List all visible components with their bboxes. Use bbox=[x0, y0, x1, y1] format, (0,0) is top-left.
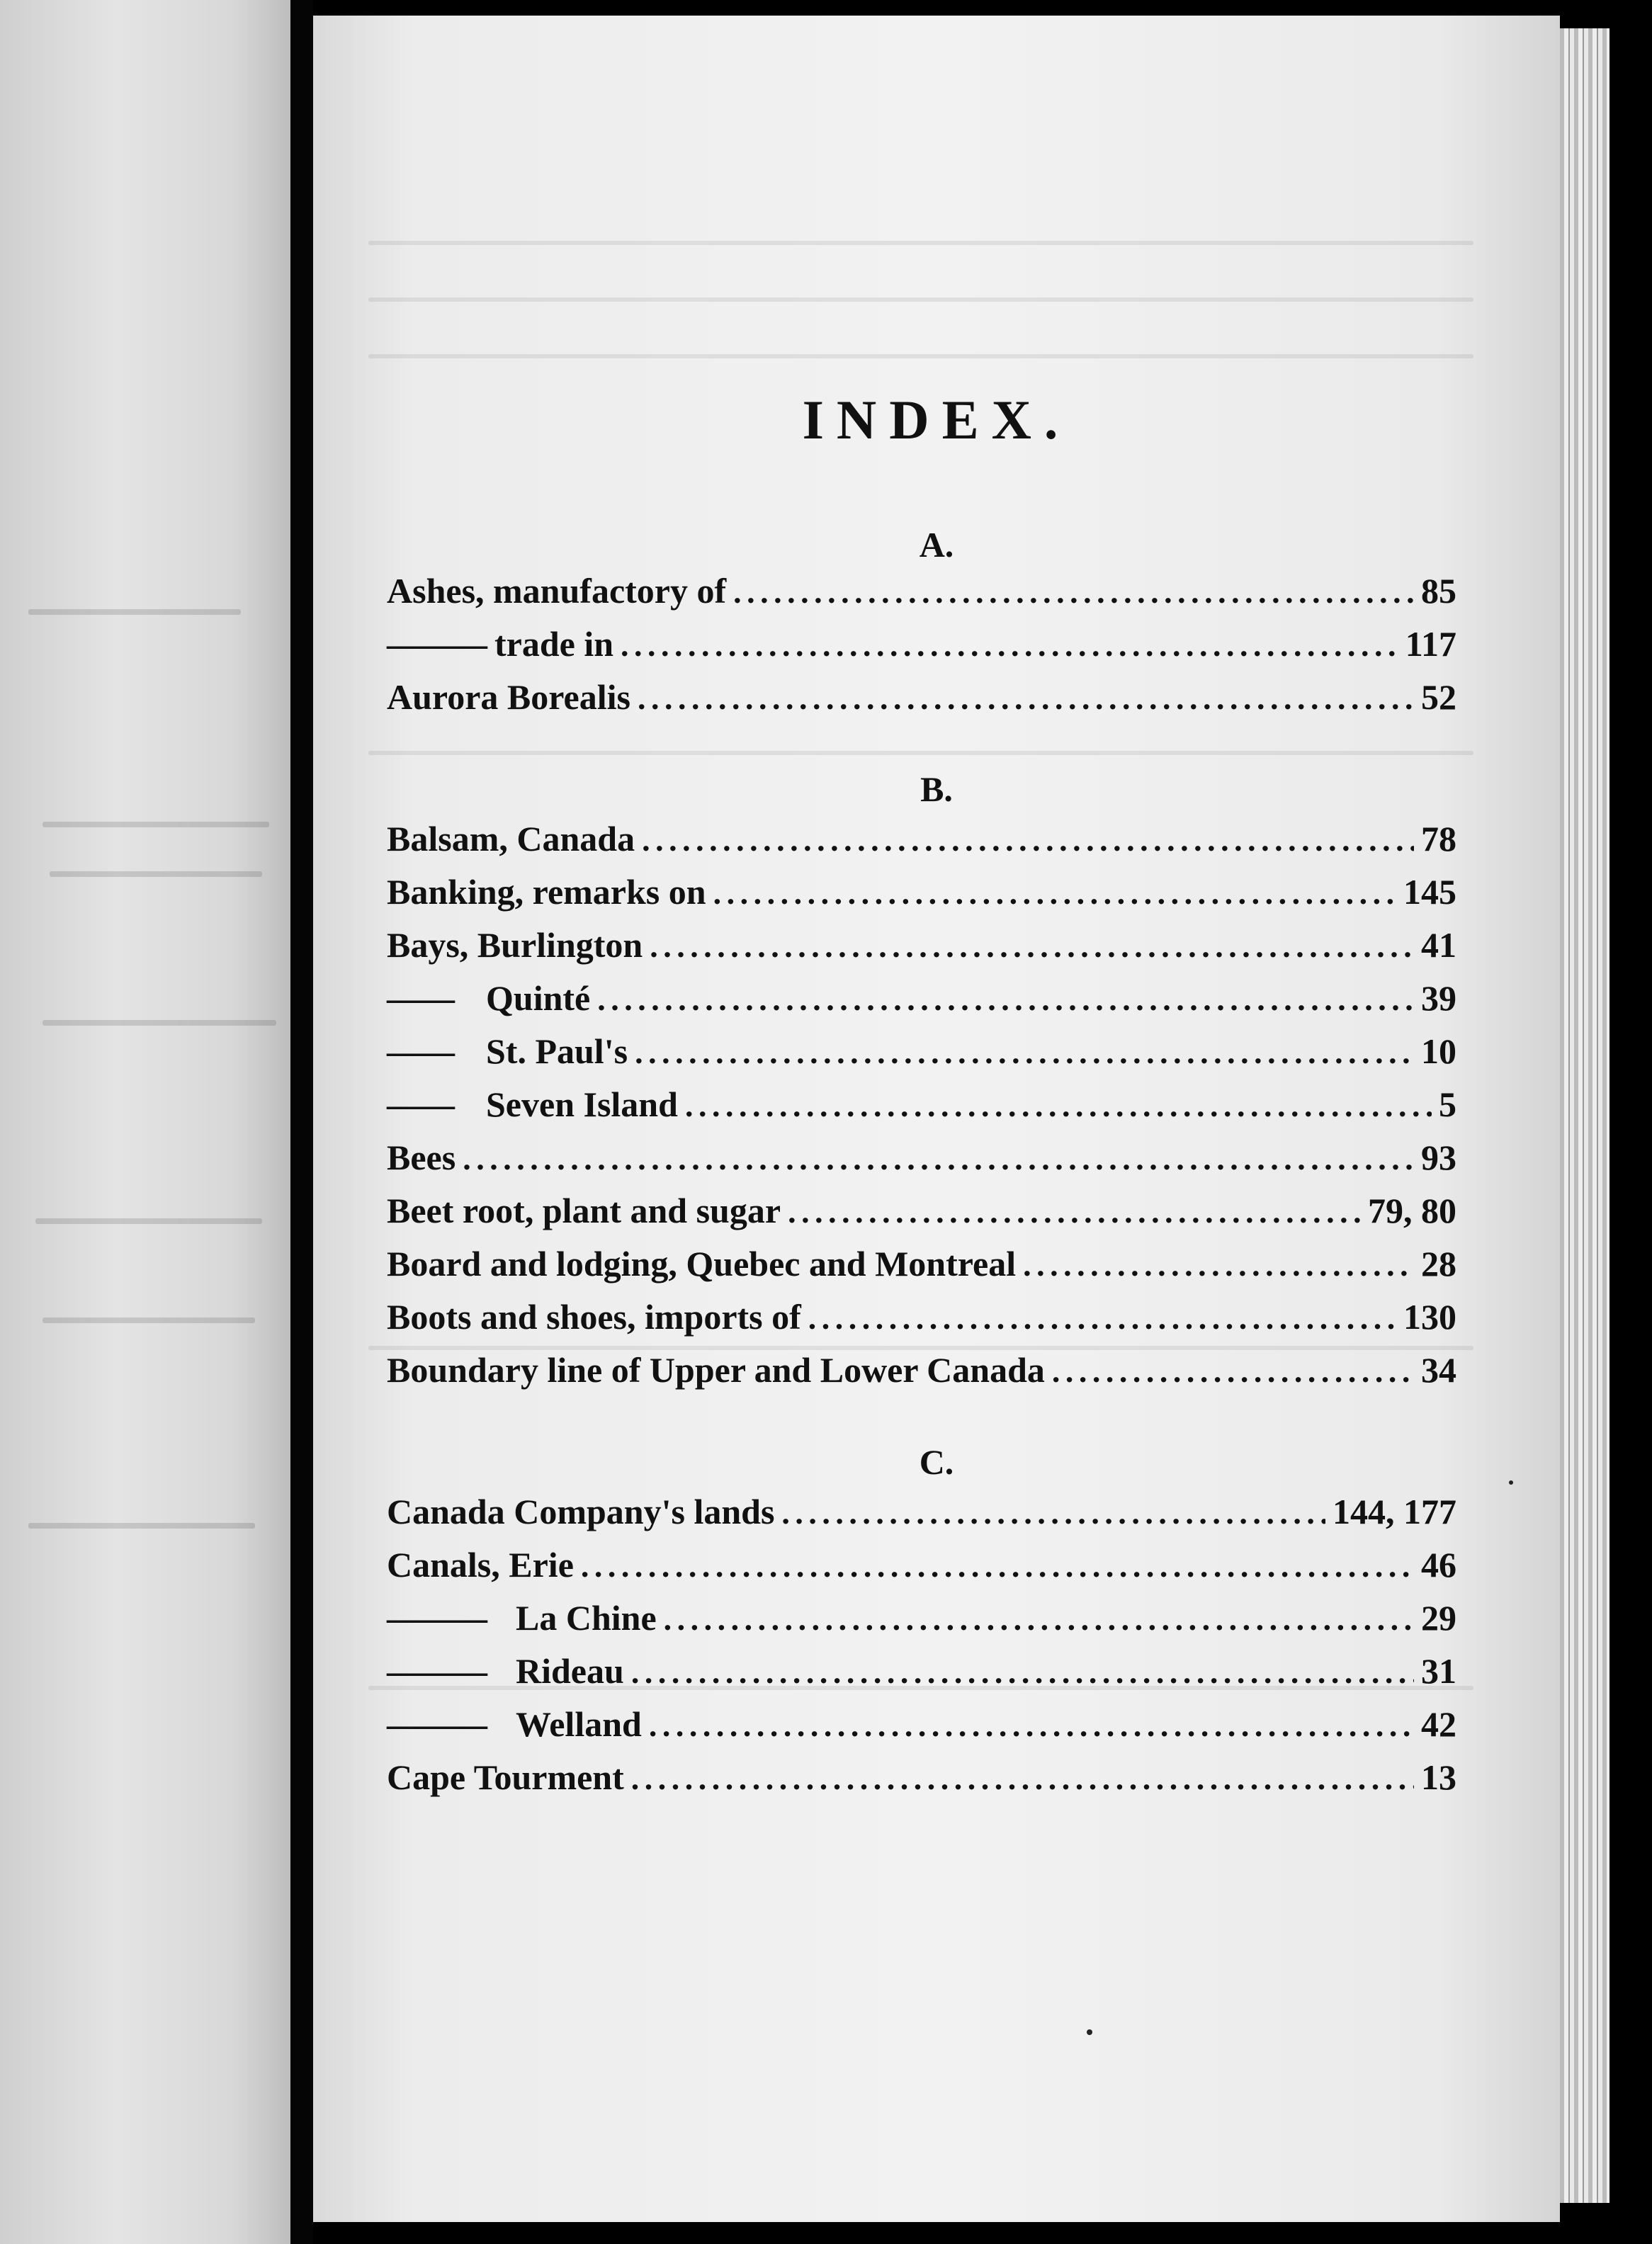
faint-text-line bbox=[43, 1020, 276, 1026]
leader-dots bbox=[631, 1653, 1414, 1691]
leader-dots bbox=[1052, 1352, 1414, 1390]
index-entry bbox=[387, 871, 1456, 917]
index-entry bbox=[387, 1544, 1456, 1590]
index-entry bbox=[387, 1190, 1456, 1235]
index-entry bbox=[387, 1031, 1456, 1076]
index-entry bbox=[387, 1243, 1456, 1288]
bleed-through-line bbox=[368, 298, 1473, 302]
ink-speck bbox=[1087, 2029, 1092, 2035]
entry-label: Board and lodging, Quebec and Montreal bbox=[387, 1244, 1017, 1284]
leader-dots bbox=[781, 1494, 1325, 1531]
entry-label: Ashes, manufactory of bbox=[387, 571, 727, 611]
bleed-through-line bbox=[368, 241, 1473, 245]
entry-label: Boots and shoes, imports of bbox=[387, 1297, 801, 1337]
entry-label: Welland bbox=[516, 1704, 642, 1744]
bleed-through-line bbox=[368, 354, 1473, 358]
leader-dots bbox=[713, 874, 1396, 912]
book-gutter bbox=[290, 0, 313, 2244]
index-entry bbox=[387, 1137, 1456, 1182]
entry-page: 31 bbox=[1421, 1651, 1456, 1691]
entry-page: 93 bbox=[1421, 1138, 1456, 1177]
entry-page: 144, 177 bbox=[1333, 1492, 1456, 1531]
entry-dash: ——— bbox=[387, 1704, 485, 1744]
entry-label: Canals, Erie bbox=[387, 1545, 574, 1585]
faint-text-line bbox=[50, 871, 262, 877]
faint-text-line bbox=[28, 609, 241, 615]
index-entry bbox=[387, 676, 1456, 722]
entry-dash: ——— bbox=[387, 1651, 485, 1691]
index-entry bbox=[387, 818, 1456, 863]
index-entry bbox=[387, 1296, 1456, 1342]
entry-label: Canada Company's lands bbox=[387, 1492, 775, 1531]
entry-label: Bees bbox=[387, 1138, 456, 1177]
faint-text-line bbox=[43, 1318, 255, 1323]
leader-dots bbox=[597, 980, 1414, 1018]
bleed-through-line bbox=[368, 751, 1473, 755]
leader-dots bbox=[463, 1140, 1414, 1177]
entry-page: 130 bbox=[1403, 1297, 1456, 1337]
entry-dash: ——— bbox=[387, 1598, 485, 1638]
leader-dots bbox=[788, 1193, 1361, 1230]
entry-page: 5 bbox=[1439, 1084, 1456, 1124]
leader-dots bbox=[733, 573, 1414, 611]
entry-dash: —— bbox=[387, 978, 452, 1018]
page-edges bbox=[1560, 28, 1609, 2203]
page-title: INDEX. bbox=[802, 389, 1071, 450]
entry-label: Balsam, Canada bbox=[387, 819, 635, 858]
leader-dots bbox=[1023, 1246, 1414, 1284]
entry-page: 39 bbox=[1421, 978, 1456, 1018]
entry-page: 41 bbox=[1421, 925, 1456, 965]
leader-dots bbox=[664, 1600, 1414, 1638]
entry-label: Beet root, plant and sugar bbox=[387, 1191, 781, 1230]
entry-page: 145 bbox=[1403, 872, 1456, 912]
index-entry bbox=[387, 978, 1456, 1023]
faint-text-line bbox=[43, 822, 269, 827]
index-entry bbox=[387, 1084, 1456, 1129]
index-entry bbox=[387, 1757, 1456, 1802]
entry-label: Seven Island bbox=[486, 1084, 678, 1124]
entry-page: 85 bbox=[1421, 571, 1456, 611]
index-entry bbox=[387, 1650, 1456, 1696]
entry-label: Rideau bbox=[516, 1651, 624, 1691]
faint-text-line bbox=[35, 1218, 262, 1224]
entry-label: Quinté bbox=[486, 978, 591, 1018]
entry-page: 117 bbox=[1405, 624, 1456, 664]
entry-page: 79, 80 bbox=[1368, 1191, 1456, 1230]
index-entry bbox=[387, 1597, 1456, 1643]
leader-dots bbox=[635, 1033, 1414, 1071]
entry-page: 28 bbox=[1421, 1244, 1456, 1284]
entry-page: 42 bbox=[1421, 1704, 1456, 1744]
entry-label: Banking, remarks on bbox=[387, 872, 706, 912]
index-entry bbox=[387, 1704, 1456, 1749]
entry-dash: ——— bbox=[387, 624, 485, 664]
entry-dash: —— bbox=[387, 1031, 452, 1071]
faint-text-line bbox=[28, 1523, 255, 1529]
leader-dots bbox=[631, 1760, 1414, 1797]
entry-page: 13 bbox=[1421, 1757, 1456, 1797]
section-heading-b: B. bbox=[920, 769, 953, 809]
leader-dots bbox=[581, 1547, 1414, 1585]
entry-label: St. Paul's bbox=[486, 1031, 628, 1071]
entry-page: 52 bbox=[1421, 677, 1456, 717]
section-heading-c: C. bbox=[919, 1442, 954, 1482]
facing-page-fragment bbox=[0, 0, 290, 2244]
index-entry bbox=[387, 1491, 1456, 1536]
index-entry bbox=[387, 570, 1456, 616]
section-heading-a: A. bbox=[919, 525, 954, 565]
index-entry bbox=[387, 1349, 1456, 1395]
entry-page: 78 bbox=[1421, 819, 1456, 858]
entry-page: 29 bbox=[1421, 1598, 1456, 1638]
entry-page: 10 bbox=[1421, 1031, 1456, 1071]
entry-label: La Chine bbox=[516, 1598, 657, 1638]
leader-dots bbox=[685, 1087, 1432, 1124]
index-entry bbox=[387, 924, 1456, 970]
leader-dots bbox=[649, 1706, 1414, 1744]
entry-label: Cape Tourment bbox=[387, 1757, 624, 1797]
leader-dots bbox=[650, 927, 1414, 965]
entry-page: 34 bbox=[1421, 1350, 1456, 1390]
leader-dots bbox=[638, 679, 1414, 717]
index-entry bbox=[387, 623, 1456, 669]
leader-dots bbox=[808, 1299, 1396, 1337]
entry-label: Boundary line of Upper and Lower Canada bbox=[387, 1350, 1045, 1390]
leader-dots bbox=[642, 821, 1414, 858]
ink-speck bbox=[1509, 1480, 1513, 1485]
entry-page: 46 bbox=[1421, 1545, 1456, 1585]
entry-dash: —— bbox=[387, 1084, 452, 1124]
entry-label: Aurora Borealis bbox=[387, 677, 630, 717]
entry-label: trade in bbox=[494, 624, 614, 664]
entry-label: Bays, Burlington bbox=[387, 925, 643, 965]
leader-dots bbox=[621, 626, 1398, 664]
